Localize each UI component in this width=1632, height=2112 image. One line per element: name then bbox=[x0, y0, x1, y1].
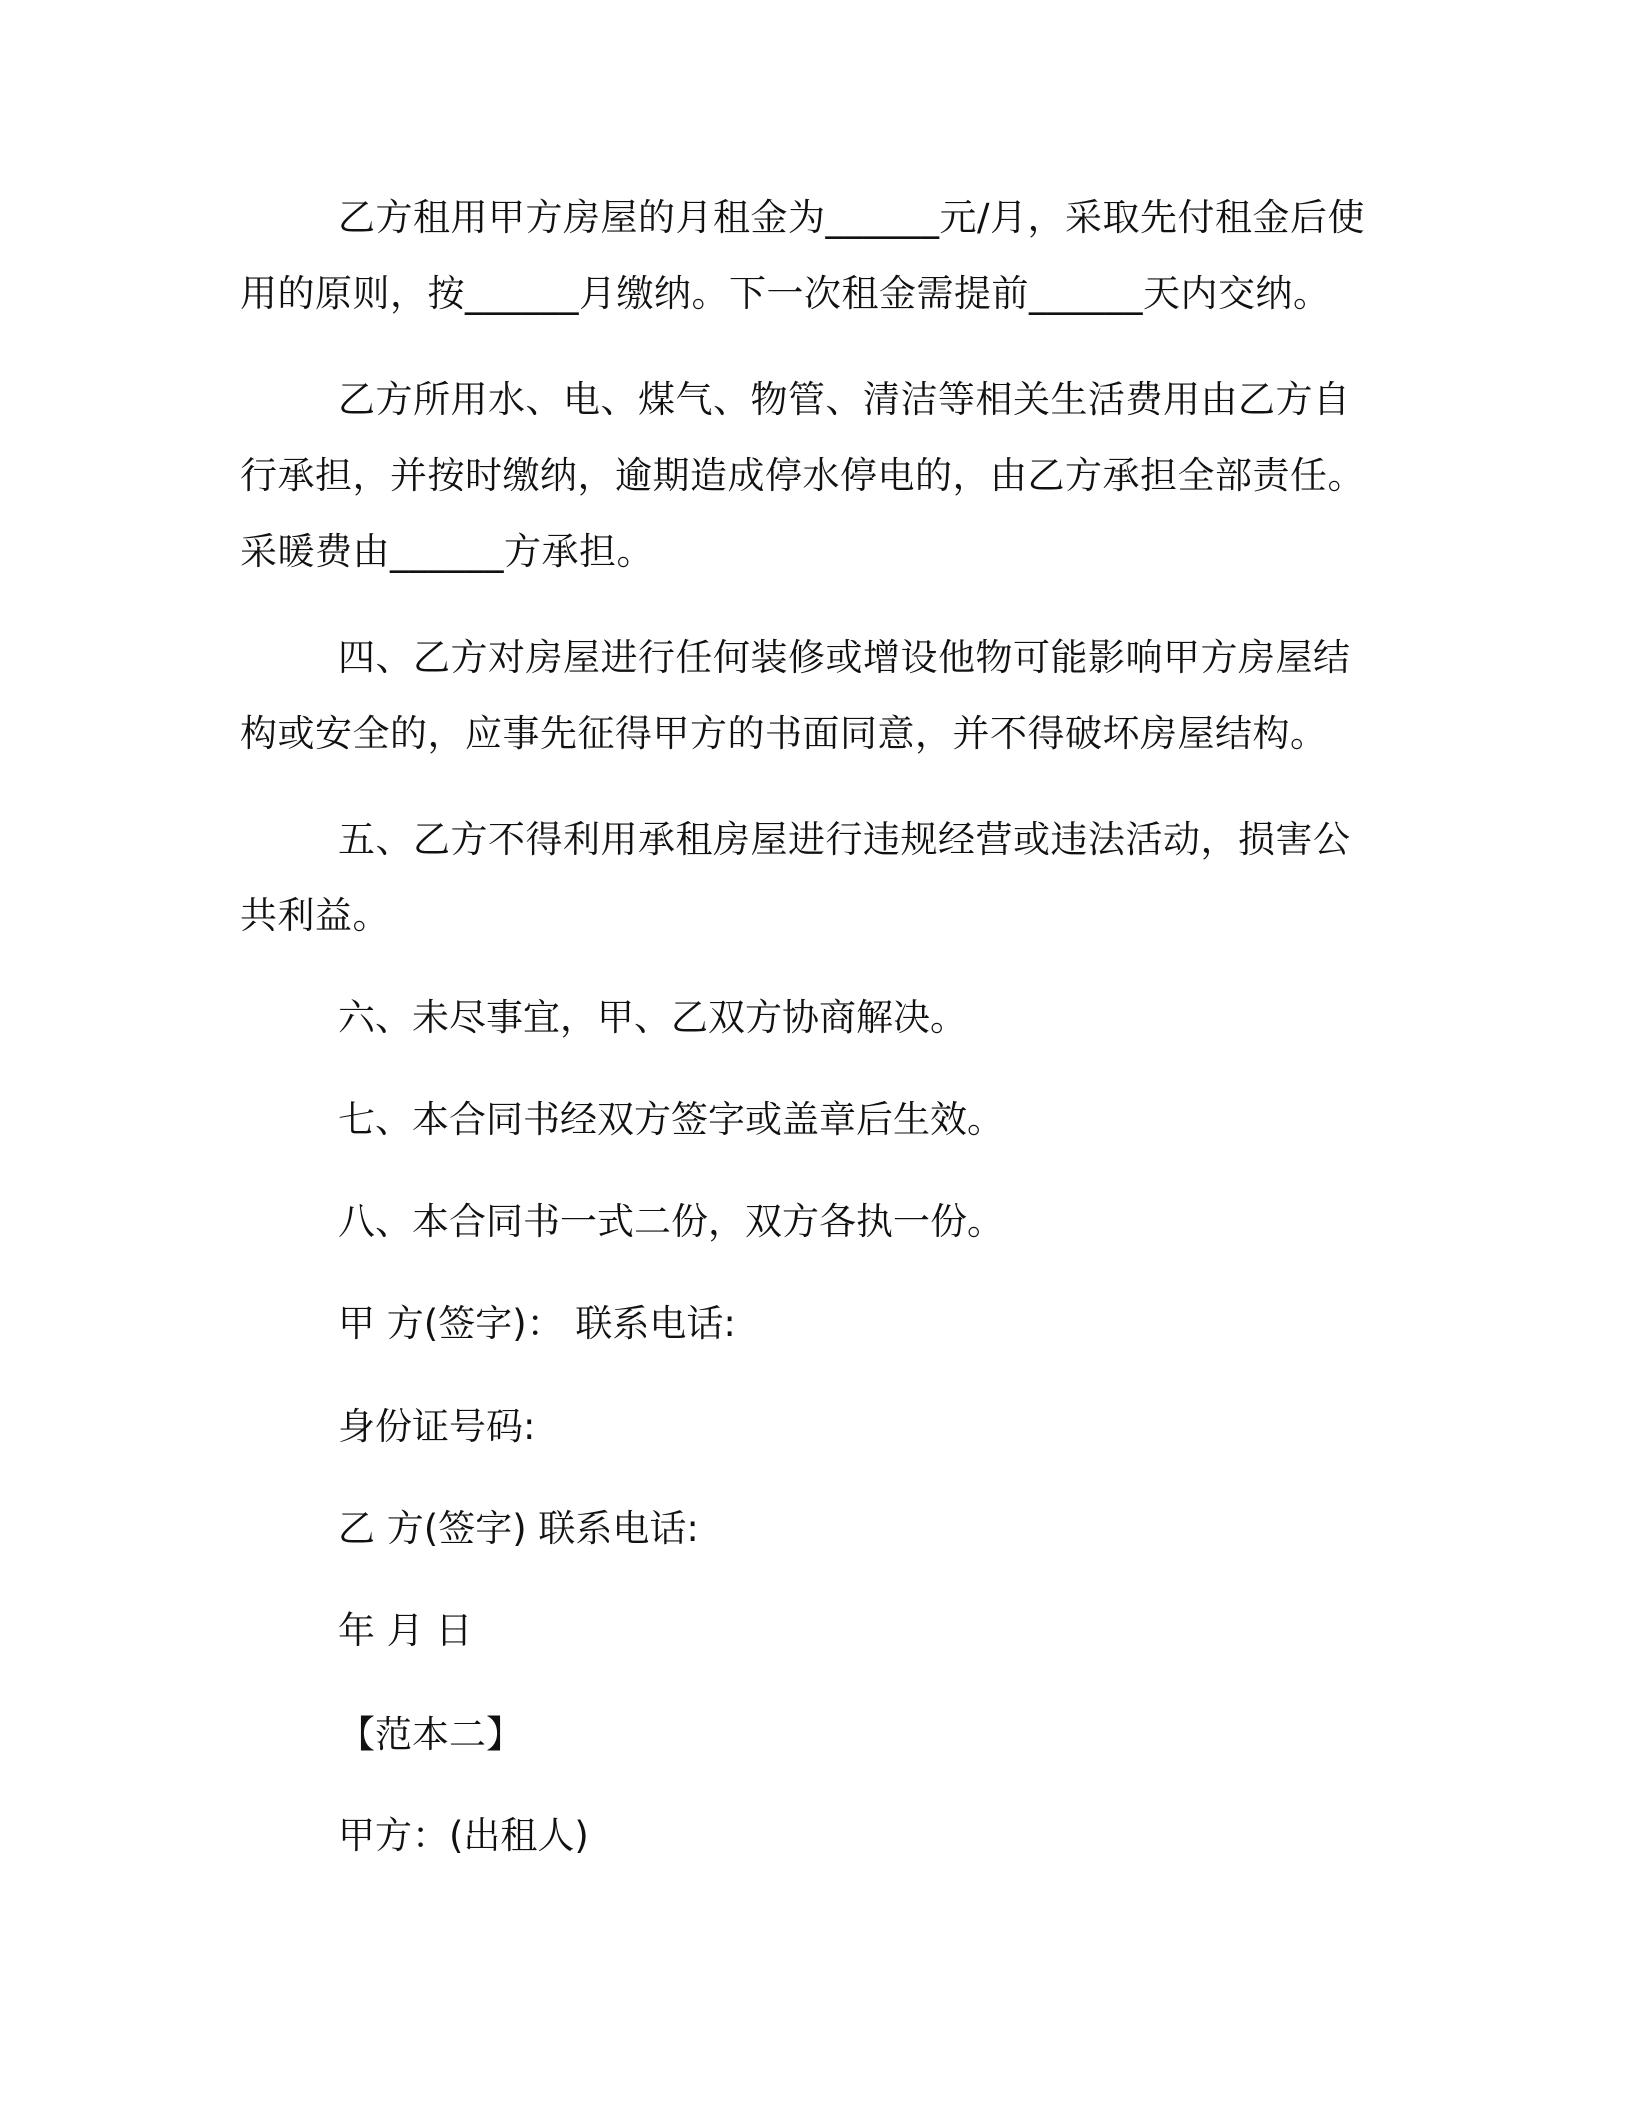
paragraph-rent bbox=[240, 180, 1382, 332]
template-two-heading: 【范本二】 bbox=[338, 1713, 523, 1756]
party-b-signature-line: 乙 方(签字) 联系电话: bbox=[338, 1507, 699, 1550]
clause-five bbox=[240, 802, 1382, 954]
clause-four-text: 四、乙方对房屋进行任何装修或增设他物可能影响甲方房屋结构或安全的，应事先征得甲方的书面同意，并不得破坏房屋结构。 bbox=[240, 636, 1351, 755]
id-number-line: 身份证号码: bbox=[338, 1405, 536, 1448]
clause-seven: 七、本合同书经双方签字或盖章后生效。 bbox=[338, 1098, 1004, 1141]
clause-six: 六、未尽事宜，甲、乙双方协商解决。 bbox=[338, 996, 967, 1039]
lessor-line: 甲方：(出租人) bbox=[338, 1814, 589, 1857]
clause-eight: 八、本合同书一式二份，双方各执一份。 bbox=[338, 1200, 1004, 1243]
paragraph-utilities bbox=[240, 362, 1382, 590]
party-a-signature-line: 甲 方(签字)： 联系电话: bbox=[338, 1302, 736, 1345]
clause-four bbox=[240, 620, 1382, 772]
clause-five-text: 五、乙方不得利用承租房屋进行违规经营或违法活动，损害公共利益。 bbox=[240, 818, 1351, 937]
paragraph-utilities-text: 乙方所用水、电、煤气、物管、清洁等相关生活费用由乙方自行承担，并按时缴纳，逾期造成停水停电的，由乙方承担全部责任。采暖费由______方承担。 bbox=[240, 378, 1365, 573]
paragraph-rent-text: 乙方租用甲方房屋的月租金为______元/月，采取先付租金后使用的原则，按______月缴纳。下一次租金需提前______天内交纳。 bbox=[240, 196, 1365, 315]
date-line: 年 月 日 bbox=[338, 1609, 473, 1652]
